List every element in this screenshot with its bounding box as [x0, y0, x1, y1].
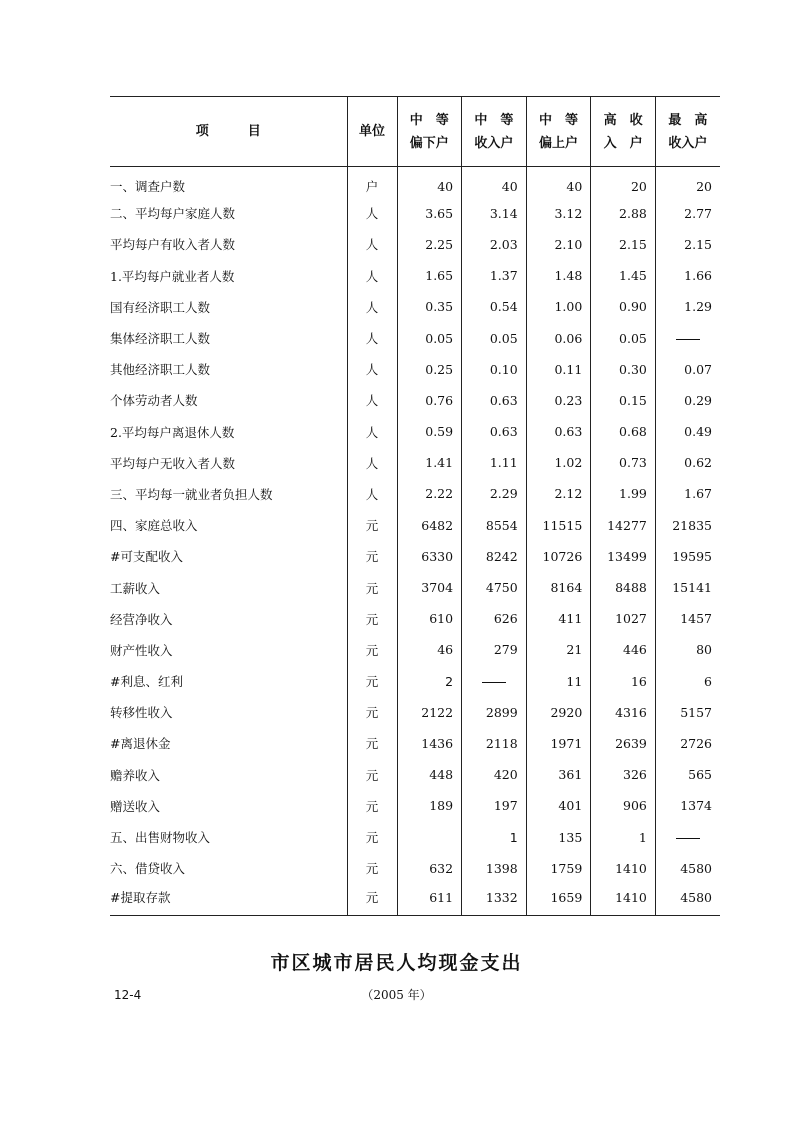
row-value: 0.11 [526, 354, 591, 385]
row-value: 361 [526, 759, 591, 790]
row-item-label: 经营净收入 [110, 611, 173, 627]
row-unit: 元 [347, 510, 397, 541]
row-value [397, 821, 462, 852]
row-value: 411 [526, 603, 591, 634]
row-value: 2.12 [526, 478, 591, 509]
row-value: 1971 [526, 728, 591, 759]
row-value: 10726 [526, 541, 591, 572]
row-item-label: 平均每户有收入者人数 [110, 237, 236, 253]
row-value: 2.25 [397, 229, 462, 260]
row-unit: 户 [347, 167, 397, 198]
row-unit: 元 [347, 572, 397, 603]
row-unit: 人 [347, 416, 397, 447]
empty-value-dash [655, 322, 720, 353]
row-unit: 人 [347, 229, 397, 260]
table-row [110, 759, 720, 790]
table-row [110, 447, 720, 478]
row-value: 0.76 [397, 385, 462, 416]
row-value: 8164 [526, 572, 591, 603]
row-item-label: 2.平均每户离退休人数 [110, 424, 235, 440]
row-value: 0.35 [397, 291, 462, 322]
row-value: 1659 [526, 884, 591, 915]
row-item-label: 1.平均每户就业者人数 [110, 268, 235, 284]
row-value: 611 [397, 884, 462, 915]
table-row [110, 821, 720, 852]
row-item-label: 国有经济职工人数 [110, 299, 211, 315]
row-value: 0.23 [526, 385, 591, 416]
row-item-label: 转移性收入 [110, 705, 173, 721]
table-row [110, 385, 720, 416]
row-value: 4750 [462, 572, 527, 603]
row-value: 135 [526, 821, 591, 852]
row-value: 2920 [526, 697, 591, 728]
row-unit: 元 [347, 666, 397, 697]
row-value: 2639 [591, 728, 656, 759]
table-row [110, 697, 720, 728]
row-value: 1.29 [655, 291, 720, 322]
row-unit: 元 [347, 603, 397, 634]
header-upper-middle: 中 等 偏上户 [526, 97, 591, 167]
row-value: 1.67 [655, 478, 720, 509]
row-value: 3.65 [397, 198, 462, 229]
row-value: 1457 [655, 603, 720, 634]
table-row [110, 229, 720, 260]
row-unit: 人 [347, 291, 397, 322]
row-value: 1.11 [462, 447, 527, 478]
row-value: 14277 [591, 510, 656, 541]
row-value: 1.41 [397, 447, 462, 478]
row-unit: 人 [347, 354, 397, 385]
row-value: 326 [591, 759, 656, 790]
income-statistics-table [110, 96, 720, 916]
row-value: 3704 [397, 572, 462, 603]
row-value: 15141 [655, 572, 720, 603]
row-value: 0.90 [591, 291, 656, 322]
row-value: 1.65 [397, 260, 462, 291]
row-unit: 人 [347, 260, 397, 291]
row-value: 1.99 [591, 478, 656, 509]
row-value: 6 [655, 666, 720, 697]
row-value: 0.06 [526, 322, 591, 353]
row-value: 40 [462, 167, 527, 198]
row-value: 1.48 [526, 260, 591, 291]
row-value: 189 [397, 790, 462, 821]
row-value: 80 [655, 634, 720, 665]
row-value: 0.63 [462, 416, 527, 447]
row-item-label: 平均每户无收入者人数 [110, 455, 236, 471]
table-row [110, 260, 720, 291]
row-value: 279 [462, 634, 527, 665]
row-unit: 元 [347, 821, 397, 852]
row-value: 20 [591, 167, 656, 198]
table-row [110, 167, 720, 198]
row-value: 4580 [655, 884, 720, 915]
row-value: 4316 [591, 697, 656, 728]
header-high: 高 收 入 户 [591, 97, 656, 167]
row-value: 0.68 [591, 416, 656, 447]
row-value: 11515 [526, 510, 591, 541]
row-value: 0.63 [462, 385, 527, 416]
row-value: 0.73 [591, 447, 656, 478]
row-unit: 元 [347, 697, 397, 728]
row-item-label: #提取存款 [110, 884, 347, 915]
row-value: 0.07 [655, 354, 720, 385]
row-value: 2.15 [655, 229, 720, 260]
row-item-label: 赡养收入 [110, 767, 161, 783]
row-unit: 元 [347, 853, 397, 884]
dash-mark [676, 838, 700, 839]
row-value: 0.10 [462, 354, 527, 385]
row-item-label: #离退休金 [110, 736, 171, 752]
row-item-label: 二、平均每户家庭人数 [110, 206, 236, 222]
row-value: 1027 [591, 603, 656, 634]
row-value: 0.63 [526, 416, 591, 447]
row-unit: 元 [347, 759, 397, 790]
row-value: 2118 [462, 728, 527, 759]
row-unit: 人 [347, 478, 397, 509]
row-unit: 人 [347, 198, 397, 229]
row-item-label: 五、出售财物收入 [110, 830, 211, 846]
row-value: 1 [462, 821, 527, 852]
table-row [110, 634, 720, 665]
row-item-label: 财产性收入 [110, 642, 173, 658]
table-row [110, 853, 720, 884]
row-value: 13499 [591, 541, 656, 572]
row-value: 21835 [655, 510, 720, 541]
row-value: 6482 [397, 510, 462, 541]
row-value: 1.00 [526, 291, 591, 322]
row-item-label: 其他经济职工人数 [110, 362, 211, 378]
row-value: 1.66 [655, 260, 720, 291]
row-value: 632 [397, 853, 462, 884]
row-unit: 元 [347, 790, 397, 821]
row-value: 1.37 [462, 260, 527, 291]
table-row [110, 291, 720, 322]
row-item-label: #可支配收入 [110, 549, 183, 565]
row-value: 1410 [591, 853, 656, 884]
table-row [110, 884, 720, 915]
row-value: 8242 [462, 541, 527, 572]
row-value: 610 [397, 603, 462, 634]
row-value: 3.14 [462, 198, 527, 229]
row-value: 906 [591, 790, 656, 821]
table-row [110, 603, 720, 634]
row-item-label: 一、调查户数 [110, 179, 186, 195]
row-value: 0.54 [462, 291, 527, 322]
row-value: 1398 [462, 853, 527, 884]
row-value: 197 [462, 790, 527, 821]
row-value: 401 [526, 790, 591, 821]
row-unit: 人 [347, 447, 397, 478]
row-value: 2.15 [591, 229, 656, 260]
dash-mark [482, 682, 506, 683]
row-value: 0.15 [591, 385, 656, 416]
row-value: 0.62 [655, 447, 720, 478]
header-middle: 中 等 收入户 [462, 97, 527, 167]
row-value: 8488 [591, 572, 656, 603]
row-unit: 人 [347, 322, 397, 353]
row-unit: 元 [347, 728, 397, 759]
table-row [110, 572, 720, 603]
table-row [110, 478, 720, 509]
header-highest: 最 高 收入户 [655, 97, 720, 167]
table-row [110, 416, 720, 447]
row-item-label: 六、借贷收入 [110, 861, 186, 877]
table-row [110, 510, 720, 541]
row-value: 3.12 [526, 198, 591, 229]
row-value: 40 [397, 167, 462, 198]
row-value: 2726 [655, 728, 720, 759]
row-value: 2122 [397, 697, 462, 728]
row-value: 2 [397, 666, 462, 697]
row-value: 0.05 [591, 322, 656, 353]
row-item-label: 四、家庭总收入 [110, 518, 198, 534]
table-row [110, 728, 720, 759]
empty-value-dash [655, 821, 720, 852]
dash-mark [676, 339, 700, 340]
row-item-label: 工薪收入 [110, 580, 161, 596]
row-value: 0.05 [397, 322, 462, 353]
row-value: 20 [655, 167, 720, 198]
next-table-title: 市区城市居民人均现金支出 [270, 952, 523, 974]
table-code: 12-4 [114, 988, 142, 1002]
header-lower-middle: 中 等 偏下户 [397, 97, 462, 167]
row-value: 5157 [655, 697, 720, 728]
header-item: 项 目 [110, 97, 347, 167]
row-value: 0.49 [655, 416, 720, 447]
header-unit: 单位 [347, 97, 397, 167]
empty-value-dash [462, 666, 527, 697]
row-value: 8554 [462, 510, 527, 541]
row-value: 1.45 [591, 260, 656, 291]
row-unit: 元 [347, 634, 397, 665]
row-value: 16 [591, 666, 656, 697]
row-value: 1374 [655, 790, 720, 821]
year-note: （2005 年） [361, 988, 432, 1002]
row-value: 2.77 [655, 198, 720, 229]
row-value: 0.29 [655, 385, 720, 416]
row-item-label: 三、平均每一就业者负担人数 [110, 486, 273, 502]
row-item-label: #利息、红利 [110, 674, 183, 690]
row-value: 2.29 [462, 478, 527, 509]
row-value: 11 [526, 666, 591, 697]
table-row [110, 198, 720, 229]
row-item-label: 个体劳动者人数 [110, 393, 198, 409]
row-value: 446 [591, 634, 656, 665]
row-value: 21 [526, 634, 591, 665]
row-value: 1 [591, 821, 656, 852]
table-row [110, 354, 720, 385]
row-value: 46 [397, 634, 462, 665]
row-value: 2.10 [526, 229, 591, 260]
row-value: 1.02 [526, 447, 591, 478]
row-value: 565 [655, 759, 720, 790]
row-value: 1332 [462, 884, 527, 915]
row-unit: 人 [347, 385, 397, 416]
row-value: 0.25 [397, 354, 462, 385]
row-value: 0.05 [462, 322, 527, 353]
row-value: 6330 [397, 541, 462, 572]
table-row [110, 790, 720, 821]
row-value: 2.22 [397, 478, 462, 509]
row-value: 420 [462, 759, 527, 790]
row-value: 0.59 [397, 416, 462, 447]
row-value: 4580 [655, 853, 720, 884]
row-value: 1759 [526, 853, 591, 884]
row-unit: 元 [347, 884, 397, 915]
row-item-label: 集体经济职工人数 [110, 331, 211, 347]
row-value: 40 [526, 167, 591, 198]
row-unit: 元 [347, 541, 397, 572]
row-value: 2.88 [591, 198, 656, 229]
row-value: 1410 [591, 884, 656, 915]
row-value: 19595 [655, 541, 720, 572]
table-row [110, 666, 720, 697]
row-item-label: 赠送收入 [110, 798, 161, 814]
table-row [110, 322, 720, 353]
table-row [110, 541, 720, 572]
table-body [110, 167, 720, 916]
table-header-row [110, 97, 720, 167]
row-value: 1436 [397, 728, 462, 759]
row-value: 2.03 [462, 229, 527, 260]
row-value: 0.30 [591, 354, 656, 385]
row-value: 448 [397, 759, 462, 790]
row-value: 2899 [462, 697, 527, 728]
row-value: 626 [462, 603, 527, 634]
